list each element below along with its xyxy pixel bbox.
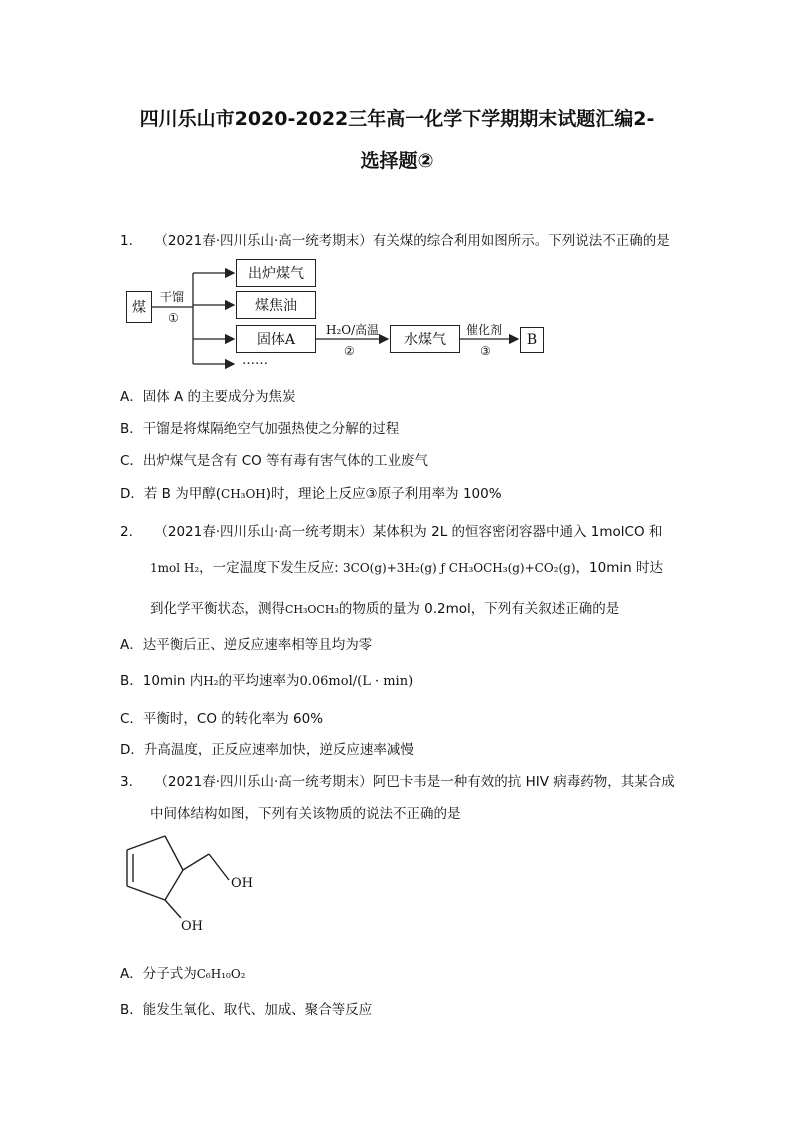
q2-stem1: 某体积为 2L 的恒容密闭容器中通入 1molCO 和 <box>372 524 663 540</box>
product3-box: 固体A <box>236 325 316 353</box>
q1-option-d <box>120 482 502 502</box>
q2-option-b-pre: B．10min 内 <box>120 673 204 689</box>
methanol-formula: CH₃OH <box>221 487 266 501</box>
q2-stem2-end: ，10min 时达 <box>575 560 663 576</box>
q3-line2: 中间体结构如图，下列有关该物质的说法不正确的是 <box>150 806 461 822</box>
q2-stem2: ，一定温度下发生反应: <box>199 560 339 576</box>
q2-line3 <box>150 597 619 617</box>
product2-box: 煤焦油 <box>236 291 316 319</box>
q3-line1 <box>120 770 675 790</box>
q1-source: （2021春·四川乐山·高一统考期末） <box>154 233 373 249</box>
product1-box: 出炉煤气 <box>236 259 316 287</box>
q1-line <box>120 229 670 249</box>
step1-label: 干馏 <box>160 290 185 304</box>
q2-stem3-b: 的物质的量为 0.2mol，下列有关叙述正确的是 <box>338 601 620 617</box>
q1-stem: 有关煤的综合利用如图所示。下列说法不正确的是 <box>372 233 670 249</box>
q1-option-d-post: )时，理论上反应③原子利用率为 100% <box>265 486 502 502</box>
step2-label: H₂O/高温 <box>326 323 380 337</box>
q2-stem3-a: 到化学平衡状态，测得 <box>150 601 285 617</box>
q3-source: （2021春·四川乐山·高一统考期末） <box>154 774 373 790</box>
q1-option-c: C．出炉煤气是含有 CO 等有毒有害气体的工业废气 <box>120 453 429 469</box>
q1-number: 1. <box>120 233 133 249</box>
step1-number: ① <box>168 311 179 325</box>
step3-label: 催化剂 <box>466 323 503 337</box>
q2-rate-value: 0.06mol/(L · min) <box>299 674 414 689</box>
step2-number: ② <box>344 344 355 358</box>
q2-option-d: D．升高温度，正反应速率加快，逆反应速率减慢 <box>120 742 414 758</box>
q1-option-d-pre: D．若 B 为甲醇( <box>120 486 222 502</box>
coal-box: 煤 <box>126 291 152 323</box>
q2-option-b-mid: 的平均速率为 <box>218 673 300 689</box>
q3-option-a <box>120 962 245 982</box>
q3-molecular-formula: C₆H₁₀O₂ <box>196 967 246 981</box>
q2-line2 <box>150 556 663 576</box>
q3-option-b: B．能发生氧化、取代、加成、聚合等反应 <box>120 1002 373 1018</box>
hydroxyl-label-2: OH <box>181 919 203 934</box>
hydroxyl-label-1: OH <box>231 876 253 891</box>
page-title-line2: 选择题② <box>360 150 434 172</box>
q2-equation: 3CO(g)+3H₂(g) ƒ CH₃OCH₃(g)+CO₂(g) <box>343 561 576 575</box>
q1-option-a: A．固体 A 的主要成分为焦炭 <box>120 389 296 405</box>
more-products: …… <box>242 353 268 368</box>
q2-option-a: A．达平衡后正、逆反应速率相等且均为零 <box>120 637 373 653</box>
diagram-arrows <box>120 255 560 375</box>
q1-option-b: B．干馏是将煤隔绝空气加强热使之分解的过程 <box>120 421 400 437</box>
q2-source: （2021春·四川乐山·高一统考期末） <box>154 524 373 540</box>
q2-line1 <box>120 520 662 540</box>
q3-stem1: 阿巴卡韦是一种有效的抗 HIV 病毒药物，其某合成 <box>372 774 675 790</box>
step3-number: ③ <box>480 344 491 358</box>
q3-number: 3. <box>120 774 133 790</box>
coal-process-diagram <box>120 255 560 375</box>
q3-option-a-pre: A．分子式为 <box>120 966 197 982</box>
q2-h2-formula: H₂ <box>203 674 219 688</box>
q2-ether-formula: CH₃OCH₃ <box>285 603 339 616</box>
page-title-line1: 四川乐山市2020-2022三年高一化学下学期期末试题汇编2- <box>139 108 655 130</box>
q2-h2-amount: 1mol H₂ <box>150 561 200 575</box>
q2-option-b <box>120 669 413 689</box>
q2-option-c: C．平衡时，CO 的转化率为 60% <box>120 711 324 727</box>
q2-number: 2. <box>120 524 133 540</box>
product-b-box: B <box>520 327 544 353</box>
cyclopentene-structure <box>115 828 275 938</box>
water-gas-box: 水煤气 <box>390 325 460 353</box>
